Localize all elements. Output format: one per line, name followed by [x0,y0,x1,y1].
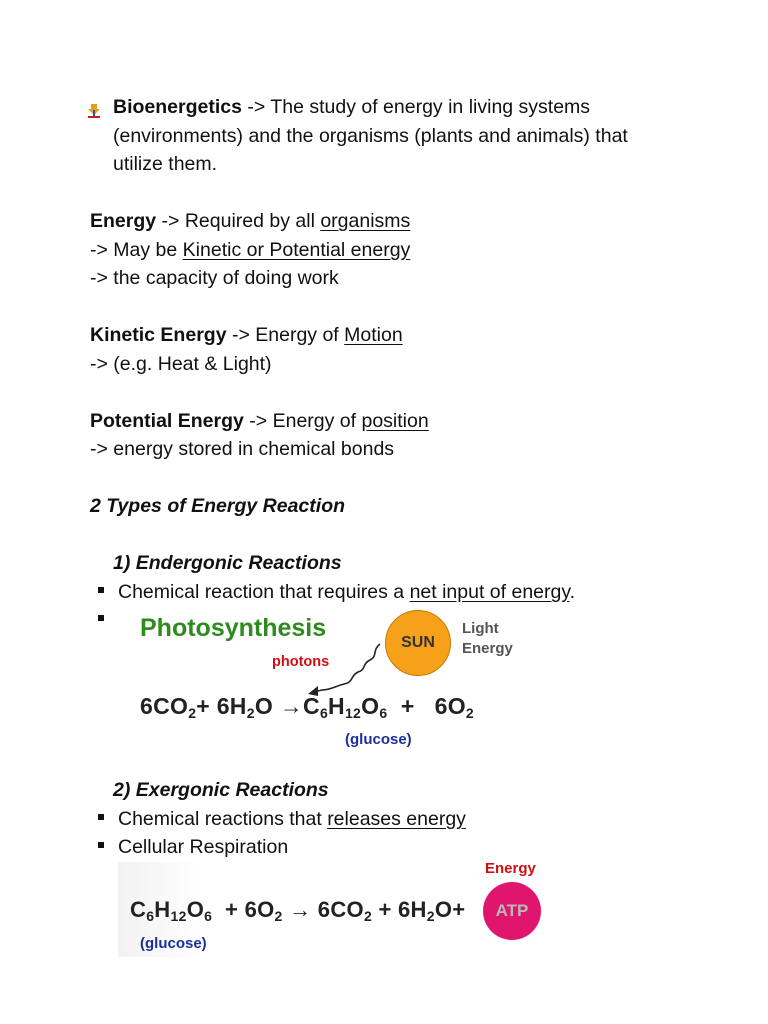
respiration-energy-label: Energy [485,860,536,877]
square-bullet-icon [98,814,104,820]
atp-label: ATP [495,901,529,920]
square-bullet-icon [98,587,104,593]
respiration-equation: $C_6H_{12}O_6 + 6O_2 \to 6CO_2 + 6H_2O+$ [130,897,466,924]
respiration-glucose-label: (glucose) [140,935,207,952]
kinetic-line-1: Kinetic Energy -> Energy of Motion [90,324,403,346]
photon-wave-arrow-icon [300,638,390,698]
types-heading: 2 Types of Energy Reaction [90,495,346,517]
kinetic-line-2: -> (e.g. Heat & Light) [90,353,272,375]
endergonic-heading: 1) Endergonic Reactions [113,552,342,574]
sun-circle [385,610,451,676]
potential-line-2: -> energy stored in chemical bonds [90,438,395,460]
exergonic-bullet-2: Cellular Respiration [118,836,289,858]
bioenergetics-line-3: utilize them. [113,153,218,175]
energy-line-2: -> May be Kinetic or Potential energy [90,239,411,261]
exergonic-bullet-1: Chemical reactions that releases energy [118,808,466,830]
photosynthesis-title: Photosynthesis [140,614,327,642]
bioenergetics-line-2: (environments) and the organisms (plants and animals) that [113,125,628,147]
energy-line-3: -> the capacity of doing work [90,267,339,289]
endergonic-bullet-1: Chemical reaction that requires a net input of energy. [118,581,576,603]
photo-glucose-label: (glucose) [345,731,412,748]
energy-line-1: Energy -> Required by all organisms [90,210,411,232]
exergonic-heading: 2) Exergonic Reactions [113,779,329,801]
atp-circle [483,882,541,940]
square-bullet-icon [98,842,104,848]
photosynthesis-equation: $6CO_2+ 6H_2O \to C_6H_{12}O_6 + 6O_2$ [140,693,475,721]
term-bioenergetics: Bioenergetics [113,96,242,118]
photons-label: photons [272,654,330,670]
light-energy-label: Light Energy [462,620,513,657]
bullet-icon [88,104,100,118]
potential-line-1: Potential Energy -> Energy of position [90,410,429,432]
bioenergetics-line-1: Bioenergetics -> The study of energy in living systems [113,96,591,118]
square-bullet-icon [98,615,104,621]
sun-label: SUN [401,634,435,651]
